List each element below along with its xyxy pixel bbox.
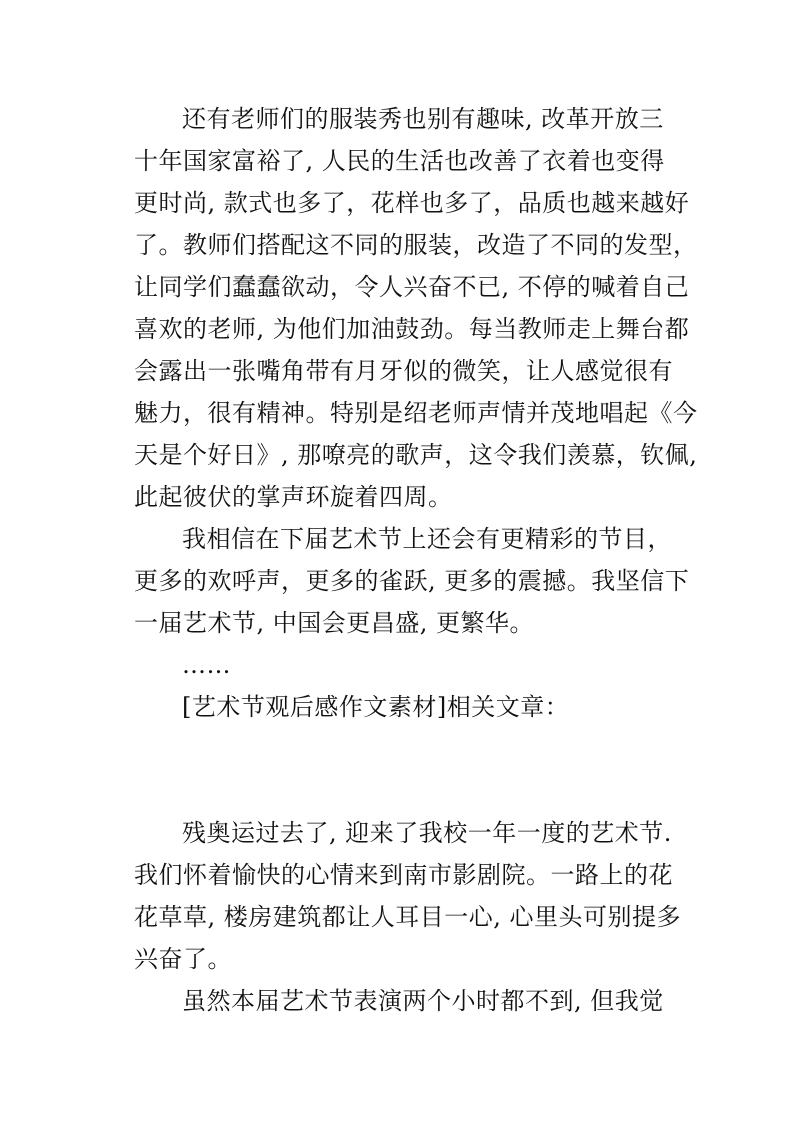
paragraph-line: 让同学们蠢蠢欲动，令人兴奋不已, 不停的喊着自己 [134, 273, 690, 301]
paragraph-line: 了。教师们搭配这不同的服装，改造了不同的发型， [134, 231, 698, 259]
paragraph-line: 虽然本届艺术节表演两个小时都不到, 但我觉 [182, 987, 664, 1015]
paragraph-line: 十年国家富裕了, 人民的生活也改善了衣着也变得 [134, 147, 665, 175]
paragraph-line: 喜欢的老师, 为他们加油鼓劲。每当教师走上舞台都 [134, 315, 690, 343]
related-articles-heading: [艺术节观后感作文素材]相关文章： [182, 693, 570, 721]
paragraph-line: 此起彼伏的掌声环旋着四周。 [134, 483, 453, 511]
ellipsis-line: …… [182, 651, 231, 679]
paragraph-line: 兴奋了。 [134, 945, 232, 973]
document-page [134, 0, 698, 1123]
paragraph-line: 我们怀着愉快的心情来到南市影剧院。一路上的花 [134, 861, 673, 889]
paragraph-line: 魅力，很有精神。特别是绍老师声情并茂地唱起《今 [134, 399, 698, 427]
paragraph-line: 我相信在下届艺术节上还会有更精彩的节目， [182, 525, 672, 553]
paragraph-line: 天是个好日》, 那嘹亮的歌声，这令我们羡慕，钦佩, [134, 441, 698, 469]
paragraph-line: 还有老师们的服装秀也别有趣味, 改革开放三 [182, 105, 664, 133]
paragraph-line: 花草草, 楼房建筑都让人耳目一心, 心里头可别提多 [134, 903, 682, 931]
paragraph-line: 更时尚, 款式也多了，花样也多了，品质也越来越好 [134, 189, 690, 217]
paragraph-line: 更多的欢呼声，更多的雀跃, 更多的震撼。我坚信下 [134, 567, 690, 595]
paragraph-line: 会露出一张嘴角带有月牙似的微笑，让人感觉很有 [134, 357, 673, 385]
paragraph-line: 残奥运过去了, 迎来了我校一年一度的艺术节. [182, 819, 672, 847]
paragraph-line: 一届艺术节, 中国会更昌盛, 更繁华。 [134, 609, 535, 637]
